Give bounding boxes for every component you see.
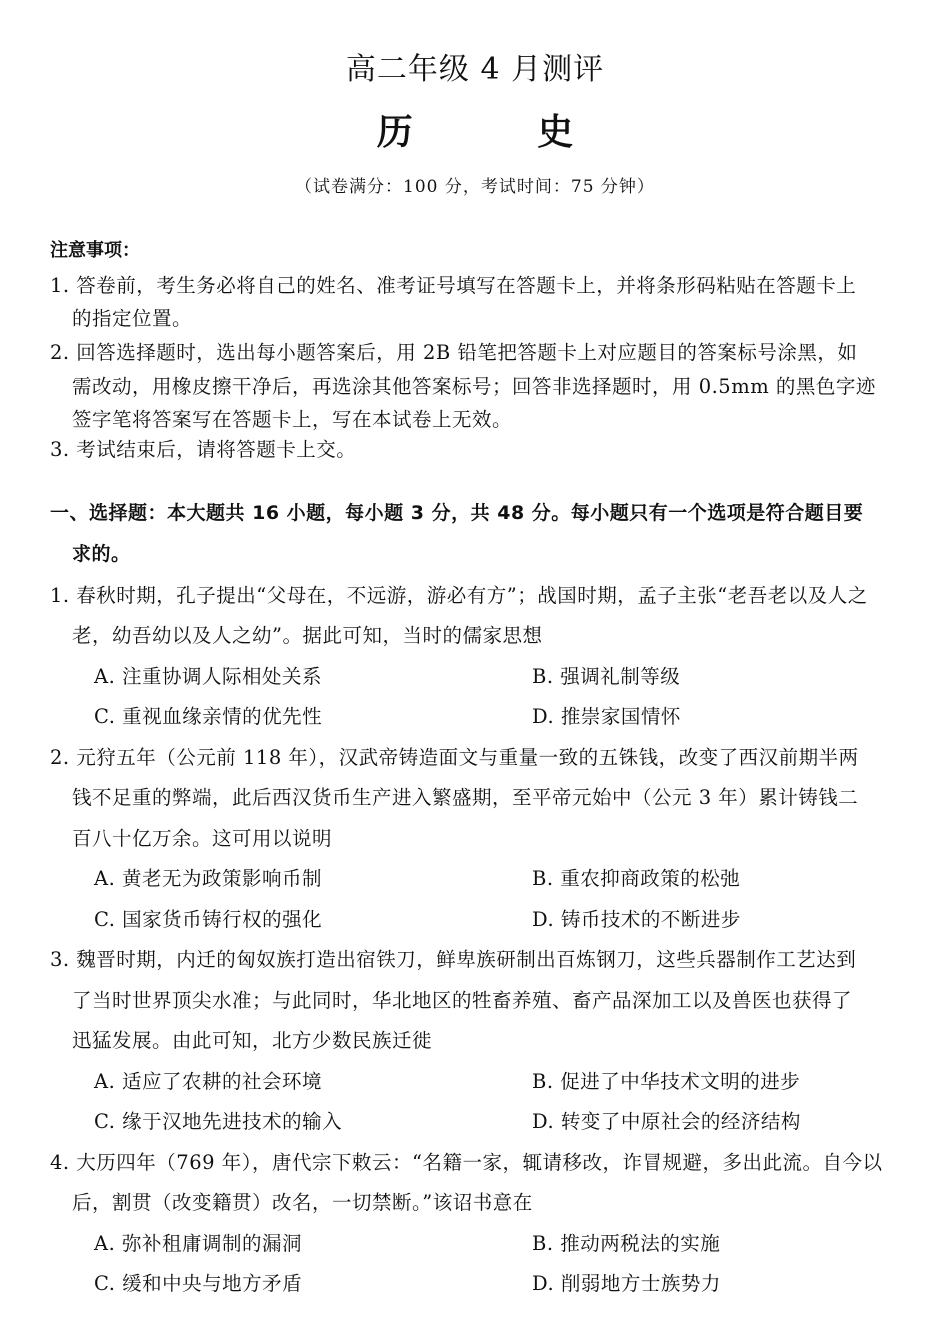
question-stem: 了当时世界顶尖水准；与此同时，华北地区的牲畜养殖、畜产品深加工以及兽医也获得了 (72, 989, 853, 1012)
option-a: A. 注重协调人际相处关系 (94, 665, 322, 688)
section-heading-cont: 求的。 (72, 543, 131, 565)
option-c: C. 国家货币铸行权的强化 (94, 908, 323, 931)
option-b: B. 强调礼制等级 (532, 665, 681, 688)
option-a: A. 弥补租庸调制的漏洞 (94, 1232, 302, 1255)
section-heading: 一、选择题：本大题共 16 小题，每小题 3 分，共 48 分。每小题只有一个选项是符合题目要 (50, 502, 864, 524)
option-c: C. 缓和中央与地方矛盾 (94, 1272, 303, 1295)
question-stem: 老，幼吾幼以及人之幼”。据此可知，当时的儒家思想 (72, 624, 543, 647)
option-a: A. 黄老无为政策影响币制 (94, 867, 322, 890)
question-stem: 后，割贯（改变籍贯）改名，一切禁断。”该诏书意在 (72, 1191, 533, 1214)
note-line: 需改动，用橡皮擦干净后，再选涂其他答案标号；回答非选择题时，用 0.5mm 的黑色字迹 (72, 375, 876, 398)
option-b: B. 重农抑商政策的松弛 (532, 867, 741, 890)
notes-heading: 注意事项： (50, 240, 140, 261)
note-line: 1. 答卷前，考生务必将自己的姓名、准考证号填写在答题卡上，并将条形码粘贴在答题卡上 (50, 274, 857, 297)
note-line: 签字笔将答案写在答题卡上，写在本试卷上无效。 (72, 408, 513, 431)
option-c: C. 缘于汉地先进技术的输入 (94, 1110, 343, 1133)
question-stem: 2. 元狩五年（公元前 118 年），汉武帝铸造面文与重量一致的五铢钱，改变了西汉前期半两 (50, 746, 859, 769)
subject-title: 历 史 (376, 111, 630, 153)
option-b: B. 促进了中华技术文明的进步 (532, 1070, 801, 1093)
question-stem: 百八十亿万余。这可用以说明 (72, 827, 333, 850)
note-line: 3. 考试结束后，请将答题卡上交。 (50, 438, 357, 461)
question-stem: 钱不足重的弊端，此后西汉货币生产进入繁盛期，至平帝元始中（公元 3 年）累计铸钱二 (72, 786, 859, 809)
option-d: D. 铸币技术的不断进步 (532, 908, 741, 931)
note-line: 2. 回答选择题时，选出每小题答案后，用 2B 铅笔把答题卡上对应题目的答案标号涂黑，如 (50, 341, 858, 364)
option-a: A. 适应了农耕的社会环境 (94, 1070, 322, 1093)
question-stem: 迅猛发展。由此可知，北方少数民族迁徙 (72, 1029, 433, 1052)
question-stem: 1. 春秋时期，孔子提出“父母在，不远游，游必有方”；战国时期，孟子主张“老吾老以及人之 (50, 584, 868, 607)
option-c: C. 重视血缘亲情的优先性 (94, 705, 323, 728)
option-b: B. 推动两税法的实施 (532, 1232, 721, 1255)
question-stem: 3. 魏晋时期，内迁的匈奴族打造出宿铁刀，鲜卑族研制出百炼钢刀，这些兵器制作工艺达到 (50, 948, 857, 971)
exam-title: 高二年级 4 月测评 (345, 52, 605, 87)
exam-meta: （试卷满分：100 分，考试时间：75 分钟） (295, 177, 655, 197)
question-stem: 4. 大历四年（769 年），唐代宗下敕云：“名籍一家，辄请移改，诈冒规避，多出此流。自今以 (50, 1151, 883, 1174)
note-line: 的指定位置。 (72, 307, 193, 330)
option-d: D. 转变了中原社会的经济结构 (532, 1110, 801, 1133)
option-d: D. 推崇家国情怀 (532, 705, 681, 728)
option-d: D. 削弱地方士族势力 (532, 1272, 721, 1295)
